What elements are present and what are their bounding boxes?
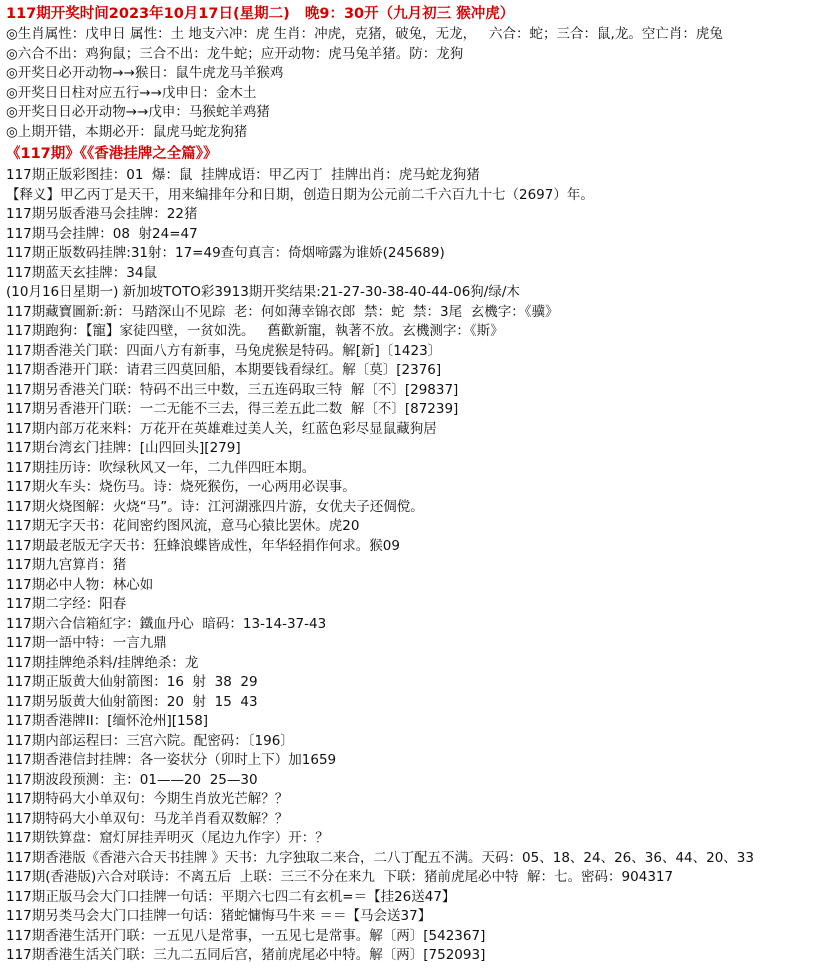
- body-line: 117期挂历诗：吹绿秋风又一年，二九伴四旺本期。: [6, 459, 316, 476]
- body-line: 117期挂牌绝杀料/挂牌绝杀：龙: [6, 654, 199, 671]
- body-line: 117期另版黄大仙射箭图：20 射 15 43: [6, 693, 258, 710]
- body-line: 117期蓝天玄挂牌：34鼠: [6, 264, 157, 281]
- body-line: (10月16日星期一) 新加坡TOTO彩3913期开奖结果:21-27-30-38-40-44-06狗/绿/木: [6, 284, 520, 300]
- body-line: 117期另香港开门联：一二无能不三去，得三差五此二数 解〔不〕[87239]: [6, 401, 459, 417]
- body-line: 117期内部运程曰：三宫六院。配密码：〔196〕: [6, 732, 294, 749]
- header-line: ◎开奖日必开动物→→猴日：鼠牛虎龙马羊猴鸡: [6, 65, 284, 81]
- body-line: 【释义】甲乙丙丁是天干，用来编排年分和日期，创造日期为公元前二千六百九十七（2697）年。: [6, 186, 594, 203]
- body-line: 117期另香港关门联：特码不出三中数，三五连码取三特 解〔不〕[29837]: [6, 381, 459, 398]
- body-line: 117期正版黄大仙射箭图：16 射 38 29: [6, 674, 258, 690]
- body-line: 117期香港关门联：四面八方有新事，马兔虎猴是特码。解[新]〔1423〕: [6, 342, 442, 359]
- body-line: 117期另类马会大门口挂牌一句话：猪蛇慵悔马牛来 ＝＝【马会送37】: [6, 908, 432, 924]
- header-line: ◎生肖属性：戊申日 属性：土 地支六冲：虎 生肖：冲虎，克猪，破兔，无龙， 六合：蛇；三合：鼠,龙。空亡肖：虎兔: [6, 26, 723, 42]
- body-line: 117期内部万花来料：万花开在英雄难过美人关，红蓝色彩尽显鼠藏狗居: [6, 420, 437, 437]
- body-block: [6, 166, 831, 966]
- header-line: ◎上期开错，本期必开：鼠虎马蛇龙狗猪: [6, 123, 248, 140]
- body-line: 117期最老版无字天书：狂蜂浪蝶皆成性，年华轻捐作何求。猴09: [6, 537, 400, 554]
- draw-date-line: 117期开奖时间2023年10月17日(星期二) 晚9：30开（九月初三 猴冲虎）: [6, 6, 515, 22]
- body-line: 117期香港版《香港六合天书挂牌 》天书：九字独取二来合，二八丁配五不满。天码：05、18、24、26、36、44、20、33: [6, 849, 754, 866]
- body-line: 117期跑狗：【寵】家徒四壁，一贫如洗。 舊歡新寵，執著不放。玄機测字：《斯》: [6, 323, 504, 339]
- body-line: 117期火车头：烧伤马。诗：烧死猴伤，一心两用必误事。: [6, 479, 356, 495]
- header-line: ◎六合不出：鸡狗鼠；三合不出：龙牛蛇；应开动物：虎马兔羊猪。防：龙狗: [6, 45, 464, 62]
- body-line: 117期铁算盘：窟灯屏挂弄明灭（尾边九作字）开：？: [6, 830, 329, 846]
- body-line: 117期正版彩图挂：01 爆：鼠 挂牌成语：甲乙丙丁 挂牌出肖：虎马蛇龙狗猪: [6, 167, 480, 183]
- body-line: 117期香港牌ⅠⅠ：[缅怀沧州][158]: [6, 713, 209, 729]
- body-line: 117期必中人物：林心如: [6, 576, 154, 593]
- body-line: 117期另版香港马会挂牌：22猪: [6, 206, 198, 222]
- body-line: 117期一語中特：一言九鼎: [6, 635, 167, 651]
- body-line: 117期火烧图解：火烧“马”。诗：江河湖涨四片游，女优夫子还倜傥。: [6, 498, 424, 515]
- body-line: 117期马会挂牌：08 射24=47: [6, 225, 198, 242]
- body-line: 117期香港开门联：请君三四莫回船，本期要钱看绿红。解〔莫〕[2376]: [6, 362, 442, 378]
- body-line: 117期二字经：阳春: [6, 596, 127, 612]
- body-line: 117期特码大小单双句：今期生肖放光芒解？？: [6, 791, 289, 807]
- body-line: 117期特码大小单双句：马龙羊肖看双数解？？: [6, 810, 289, 827]
- header-line: ◎开奖日日柱对应五行→→戊申日：金木土: [6, 84, 257, 101]
- body-line: 117期波段预测：主：01——20 25—30: [6, 771, 258, 788]
- body-line: 117期香港生活开门联：一五见八是常事，一五见七是常事。解〔两〕[542367]: [6, 927, 486, 944]
- body-line: 117期无字天书：花间密约图风流，意马心猿比罢休。虎20: [6, 518, 360, 534]
- body-line: 117期香港信封挂牌：各一姿状分（卯时上下）加1659: [6, 752, 337, 768]
- body-line: 117期正版马会大门口挂牌一句话：平期六七四二有玄机=＝【挂26送47】: [6, 888, 456, 905]
- body-line: 117期藏寶圖新:新：马踏深山不见踪 老：何如薄幸锦衣郎 禁：蛇 禁：3尾 玄機字：《骥》: [6, 303, 559, 320]
- body-line: 117期正版数码挂牌:31射：17=49查句真言：倚烟啼露为谁娇(245689): [6, 245, 445, 261]
- body-line: 117期台湾玄门挂牌：[山四回头][279]: [6, 440, 241, 456]
- header-block: [6, 4, 831, 142]
- body-line: 117期香港生活关门联：三九二五同后宫，猪前虎尾必中特。解〔两〕[752093]: [6, 947, 486, 963]
- page-title: 《117期》《《香港挂牌之全篇》》: [6, 146, 218, 162]
- header-line: ◎开奖日日必开动物→→戊申：马猴蛇羊鸡猪: [6, 104, 270, 120]
- body-line: 117期(香港版)六合对联诗：不离五后 上联：三三不分在来九 下联：猪前虎尾必中特 解：七。密码：904317: [6, 869, 674, 885]
- body-line: 117期六合信箱紅字：鐵血丹心 暗码：13-14-37-43: [6, 615, 327, 632]
- body-line: 117期九宫算肖：猪: [6, 557, 127, 573]
